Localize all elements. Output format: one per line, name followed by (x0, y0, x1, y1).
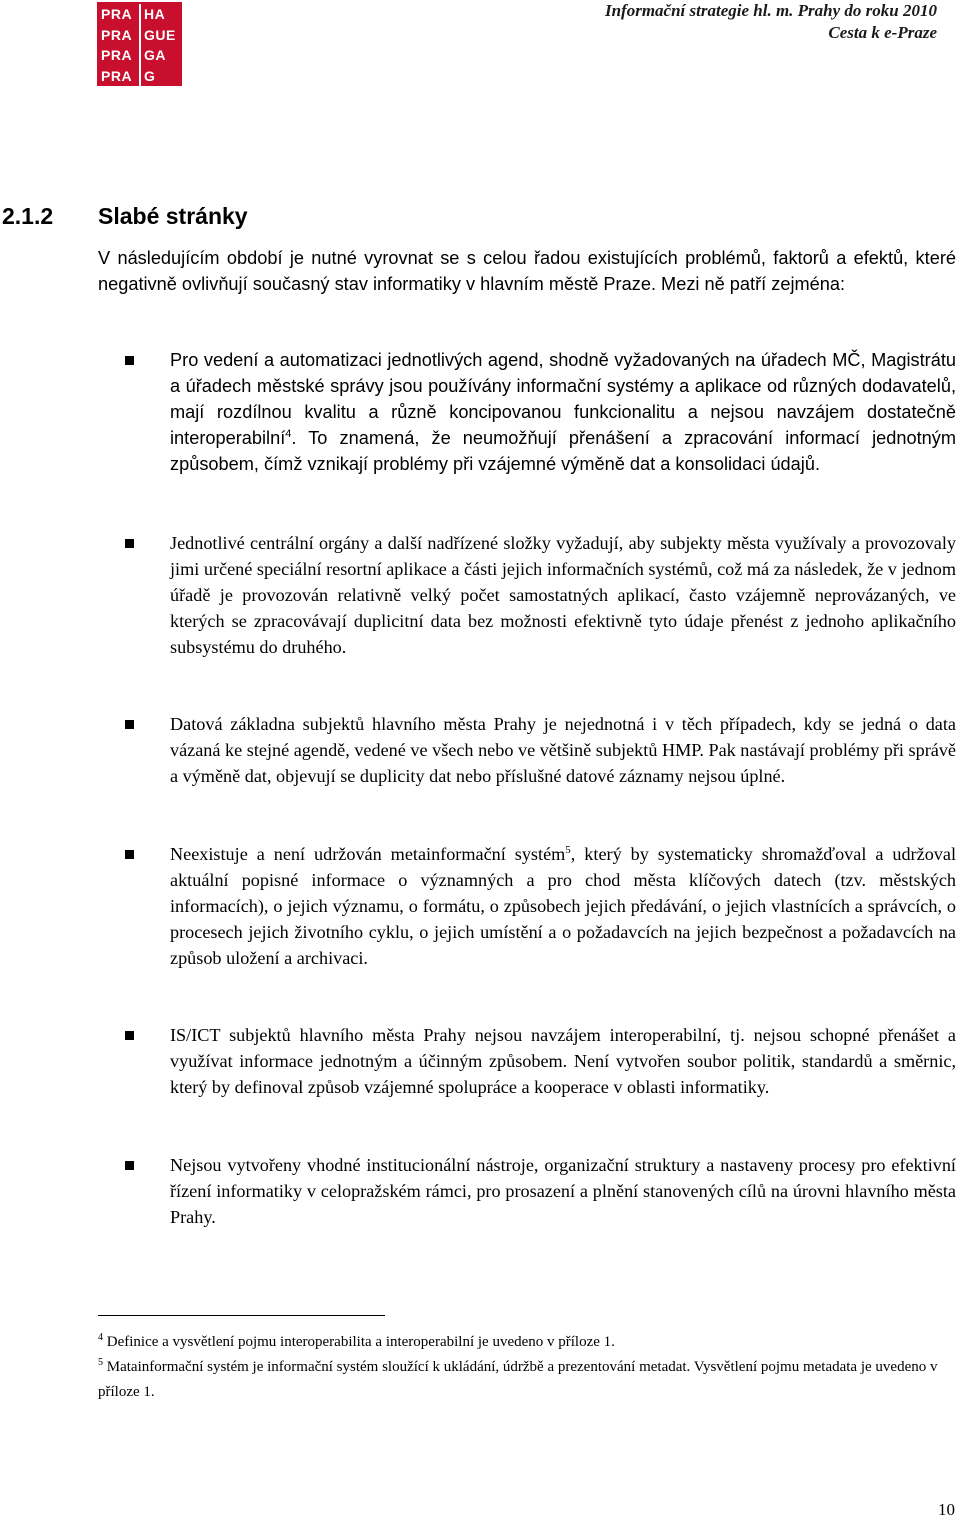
footnote (98, 1355, 956, 1405)
footnote-mark: 5 (98, 1357, 103, 1368)
logo-text-left: PRA (101, 47, 133, 63)
logo-text-right: GA (139, 45, 166, 66)
logo-row (101, 45, 182, 66)
list-item (98, 711, 956, 789)
square-bullet-icon (125, 850, 134, 859)
list-item-text-part: Neexistuje a není udržován metainformační systém (170, 844, 566, 864)
footnote-text: Definice a vysvětlení pojmu interoperabilita a interoperabilní je uvedeno v příloze 1. (106, 1334, 615, 1350)
logo-text-right: HA (139, 4, 165, 25)
list-item (98, 1022, 956, 1100)
list-item (98, 841, 956, 971)
square-bullet-icon (125, 720, 134, 729)
list-item-text-part: , který by systematicky shromažďoval a udržoval aktuální popisné informace o významných a pro chod města klíčových datech (tzv. městských informacích), o jejich významu, o formátu, o způsobech jejich předávání, o jejich vlastnících a správcích, o procesech jejich životního cyklu, o jejich umístění a o požadavcích na jejich bezpečnost a požadavcích na způsob uložení a archivaci. (170, 844, 957, 968)
list-item (98, 347, 956, 477)
list-item-text: Nejsou vytvořeny vhodné institucionální nástroje, organizační struktury a nastaveny procesy pro efektivní řízení informatiky v celopražském rámci, pro prosazení a plnění stanovených cílů na úrovni hlavního města Prahy. (170, 1155, 956, 1227)
logo-row (101, 4, 182, 25)
logo-text-left: PRA (101, 26, 133, 43)
footnote-ref[interactable]: 5 (565, 843, 571, 856)
section-number: 2.1.2 (2, 203, 54, 229)
list-item-text: Datová základna subjektů hlavního města Prahy je nejednotná i v těch případech, kdy se jedná o data vázaná ke stejné agendě, vedené ve všech nebo ve většině subjektů HMP. Pak nastávají problémy při správě a výměně dat, objevují se duplicity dat nebo příslušné datové záznamy nejsou úplné. (170, 714, 956, 786)
list-item-text (170, 841, 956, 971)
list-item (98, 530, 956, 660)
logo-row (101, 66, 182, 87)
footnote (98, 1330, 956, 1355)
section-title: Slabé stránky (98, 203, 248, 229)
header-subtitle: Cesta k e-Praze (828, 23, 937, 42)
footnote-mark: 4 (98, 1332, 103, 1343)
logo-text-right: G (139, 66, 155, 87)
list-item-text-part: . To znamená, že neumožňují přenášení a zpracování informací jednotným způsobem, čímž vznikají problémy při vzájemné výměně dat a konsolidaci údajů. (170, 428, 956, 474)
logo-text-left: PRA (101, 67, 133, 84)
intro-paragraph: V následujícím období je nutné vyrovnat se s celou řadou existujících problémů, faktorů a efektů, které negativně ovlivňují současný stav informatiky v hlavním městě Praze. Mezi ně patří zejména: (98, 248, 956, 294)
list-item (98, 1152, 956, 1230)
logo-row (101, 25, 182, 46)
square-bullet-icon (125, 1161, 134, 1170)
footnote-ref[interactable]: 4 (285, 427, 292, 440)
logo-text-left: PRA (101, 6, 133, 22)
header-title: Informační strategie hl. m. Prahy do roku 2010 (604, 1, 937, 20)
list-item-text (170, 347, 956, 477)
prague-logo (97, 2, 182, 86)
footnote-text: Matainformační systém je informační systém sloužící k ukládání, údržbě a prezentování metadat. Vysvětlení pojmu metadata je uvedeno v příloze 1. (98, 1359, 938, 1400)
document-header (605, 0, 937, 44)
list-item-text-part: Pro vedení a automatizaci jednotlivých agend, shodně vyžadovaných na úřadech MČ, Magistrátu a úřadech městské správy jsou používány informační systémy a aplikace od různých dodavatelů, mají rozdílnou kvalitu a různě koncipovanou funkcionalitu a nejsou navzájem dostatečně interoperabilní (170, 350, 956, 448)
list-item-text: Jednotlivé centrální orgány a další nadřízené složky vyžadují, aby subjekty města využívaly a provozovaly jimi určené speciální resortní aplikace a části jejich informačních systémů, což má za následek, že v jednom úřadě je provozován relativně velký počet samostatných aplikací, často vzájemně neprovázaných, ve kterých se zpracovávají duplicitní data bez možnosti efektivně tyto údaje přenést z jednoho aplikačního subsystému do druhého. (170, 533, 956, 657)
list-item-text: IS/ICT subjektů hlavního města Prahy nejsou navzájem interoperabilní, tj. nejsou schopné přenášet a využívat informace jednotným a účinným způsobem. Není vytvořen soubor politik, standardů a směrnic, který by definoval způsob vzájemné spolupráce a kooperace v oblasti informatiky. (170, 1025, 956, 1097)
square-bullet-icon (125, 1031, 134, 1040)
page-number: 10 (938, 1500, 955, 1519)
footnote-separator (98, 1315, 385, 1316)
square-bullet-icon (125, 539, 134, 548)
square-bullet-icon (125, 356, 134, 365)
footnotes (98, 1330, 956, 1405)
section-heading (2, 203, 248, 230)
logo-text-right: GUE (139, 25, 176, 46)
